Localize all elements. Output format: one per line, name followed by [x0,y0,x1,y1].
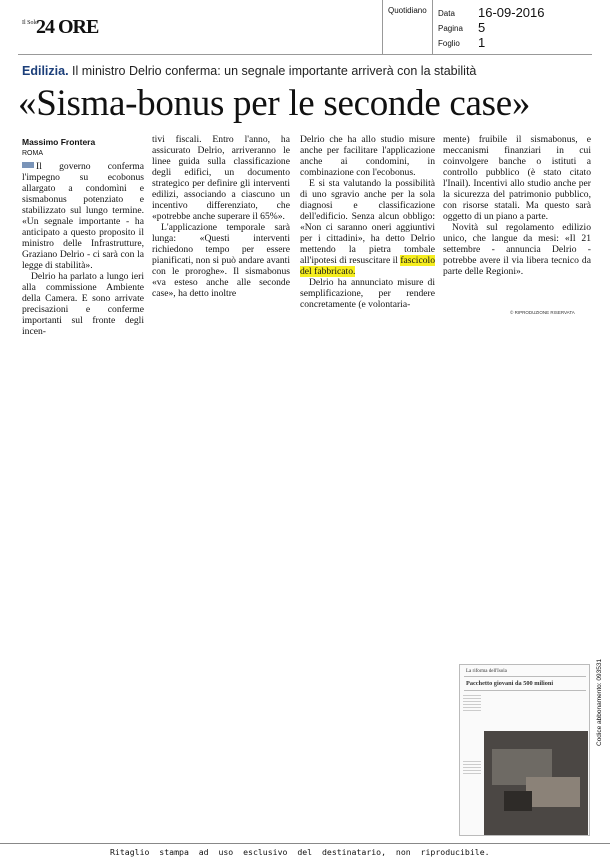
article-column-3 [300,134,435,310]
article-column-2 [152,134,290,299]
paragraph: Delrio che ha allo studio misure anche per facilitare l'applicazione anche ai condomini, in combinazione con l'ecobonus. [300,134,435,178]
thumbnail-text-line [463,710,481,711]
logo-small-text: Il Sole [22,20,38,26]
paragraph: Delrio ha annunciato misure di semplificazione, per rendere concretamente (e volontaria- [300,277,435,310]
article-title: «Sisma-bonus per le seconde case» [18,83,531,124]
header-rule [18,54,592,55]
sheet-label: Foglio [438,39,460,48]
paragraph: Novità sul regolamento edilizio unico, che langue da mesi: «Il 21 settembre - annuncia Delrio - potrebbe avere il via libera tecnico da parte delle Regioni». [443,222,591,277]
thumbnail-rule [464,690,586,691]
date-value: 16-09-2016 [478,5,545,20]
thumbnail-text-line [463,761,481,762]
paragraph: Il governo conferma l'impegno su ecobonus allargato a condomìni e sismabonus potenziato e stabilizzato sul lungo termine. «Un segnale importante - ha anticipato a questo proposito il ministro delle Infrastrutture, Graziano Delrio - ci sarà con la legge di stabilità». [22,161,144,271]
thumbnail-text-line [463,707,481,708]
thumbnail-text-line [463,770,481,771]
article-kicker [22,64,592,78]
thumbnail-text-line [463,698,481,699]
article-column-4 [443,134,591,277]
footer-notice: Ritaglio stampa ad uso esclusivo del destinatario, non riproducibile. [110,847,490,857]
kicker-text: Il ministro Delrio conferma: un segnale importante arriverà con la stabilità [72,64,477,78]
thumbnail-text-line [463,767,481,768]
photo-shape [504,791,532,811]
paragraph: mente) fruibile il sismabonus, e meccanismi finanziari in cui coinvolgere banche o istituti a controllo pubblico (è stato citato l'Inail). Incentivi allo studio anche per la sicurezza del patrimonio pubblico, con risorse statali. Ma questo sarà oggetto di un piano a parte. [443,134,591,222]
logo-big-text: 24 ORE [36,16,99,38]
header-divider [382,0,383,54]
subscription-code: Codice abbonamento: 093531 [596,658,603,746]
article-byline: Massimo Frontera [22,137,96,147]
footer-rule [0,843,610,844]
page-value: 5 [478,20,486,35]
article-column-1 [22,161,144,337]
header-divider [432,0,433,54]
page-label: Pagina [438,24,463,33]
paragraph: L'applicazione temporale sarà lunga: «Questi interventi richiedono tempo per essere pianificati, non si può andare avanti con le proroghe». Il sismabonus «va esteso anche alle seconde case», ha detto inoltre [152,222,290,299]
page-thumbnail [459,664,590,836]
thumbnail-text-line [463,701,481,702]
highlighted-text: fascicolo del fabbricato. [300,255,435,277]
newspaper-logo [22,16,112,44]
thumbnail-text-line [463,764,481,765]
paragraph-marker [22,162,34,168]
thumbnail-headline: Pacchetto giovani da 500 milioni [466,680,554,687]
thumbnail-header: La riforma dell'Isola [466,669,507,674]
paragraph: tivi fiscali. Entro l'anno, ha assicurato Delrio, arriveranno le linee guida sulla classificazione degli edifici, un documento strategico per definire gli interventi edilizi, associando a ciascuno un incentivo differenziato, che «potrebbe anche superare il 65%». [152,134,290,222]
paragraph: E si sta valutando la possibilità di uno sgravio anche per la sola diagnosi e classificazione dell'edificio. Senza alcun obbligo: «Non ci saranno oneri aggiuntivi per i cittadini», ha detto Delrio mettendo la pietra tombale all'ipotesi di resuscitare il [300,178,435,266]
thumbnail-rule [464,676,586,677]
article-dateline: ROMA [22,150,43,157]
thumbnail-text-line [463,704,481,705]
kicker-topic: Edilizia. [22,64,69,78]
sheet-value: 1 [478,35,486,50]
thumbnail-text-line [463,773,481,774]
thumbnail-text-line [463,695,481,696]
paragraph: Delrio ha parlato a lungo ieri alla commissione Ambiente della Camera. E sono arrivate precisazioni e conferme importanti sul fronte degli incen- [22,271,144,337]
publication-type: Quotidiano [388,6,427,15]
photo-shape [526,777,580,807]
date-label: Data [438,9,455,18]
thumbnail-photo [484,731,588,835]
copyright-notice: © RIPRODUZIONE RISERVATA [510,310,575,315]
